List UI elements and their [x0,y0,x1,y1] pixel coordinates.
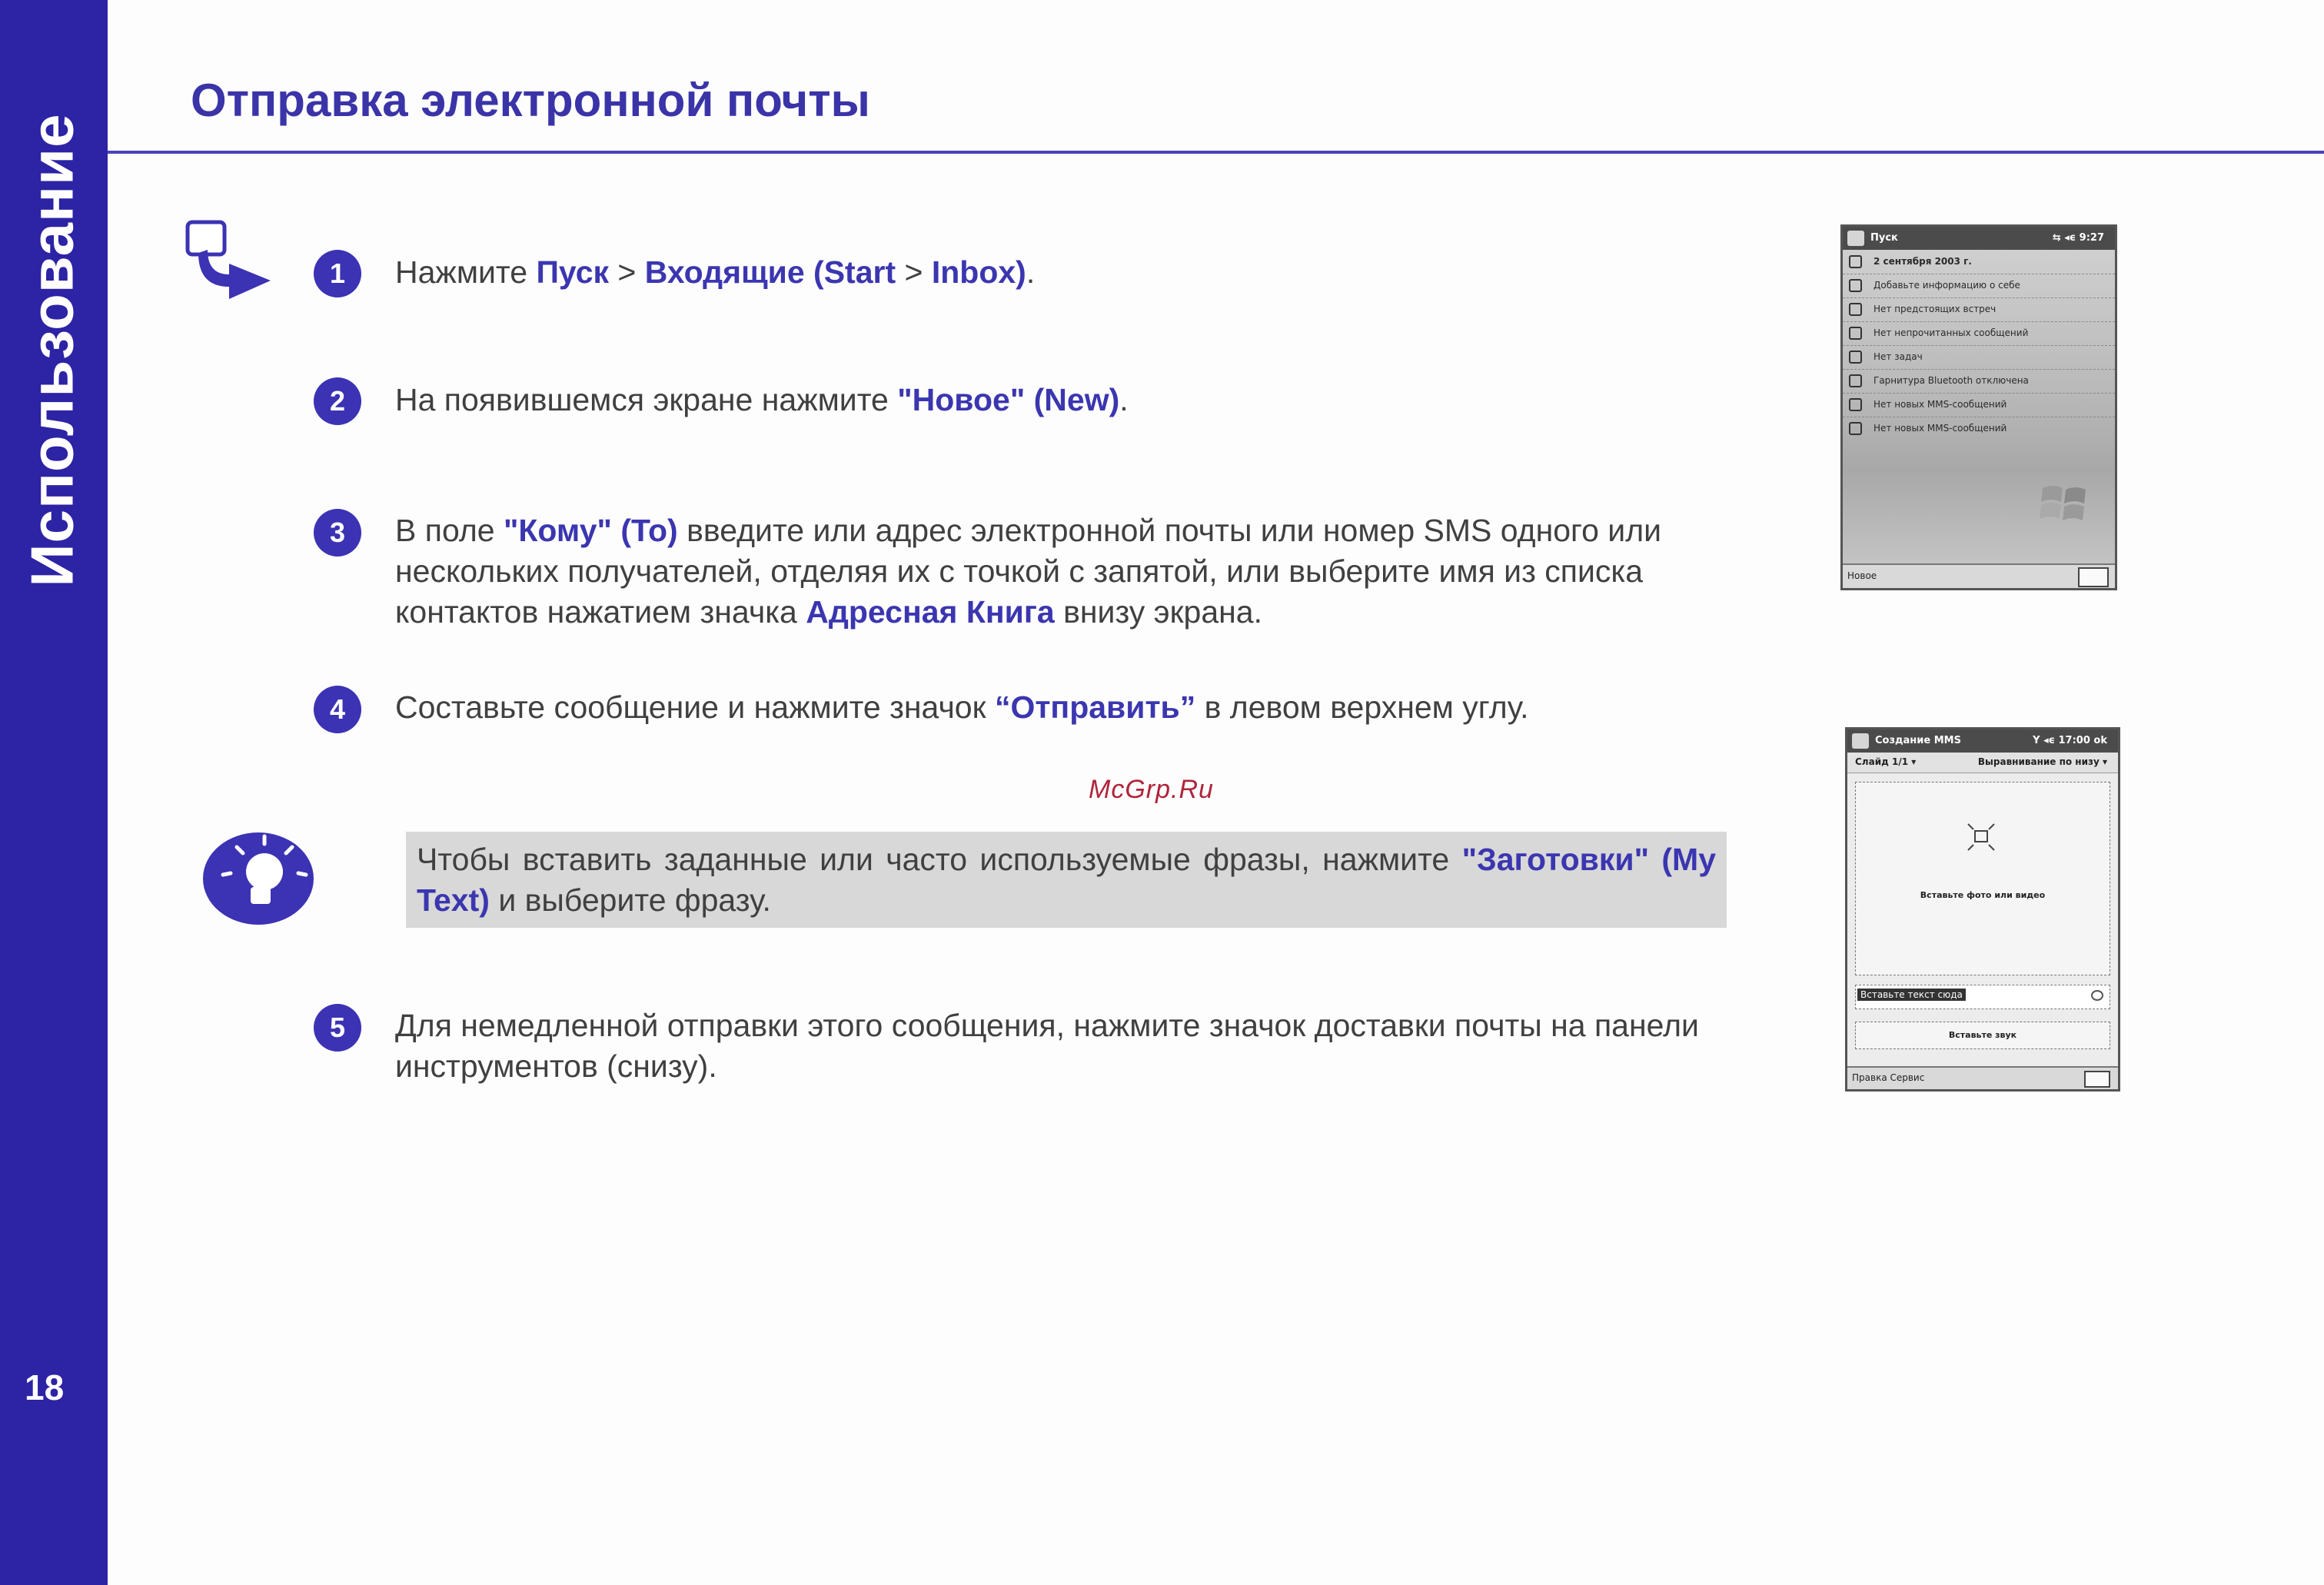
screen1-body [1843,250,2115,565]
highlighted-term: "Кому" (To) [503,513,678,548]
screen1-row: Добавьте информацию о себе [1843,274,2115,298]
step-3-text [395,510,1717,633]
stylus-tap-icon [185,219,277,304]
text-run: В поле [395,513,504,548]
text-placeholder: Вставьте текст сюда [1857,989,1966,1001]
windows-logo-icon [1852,733,1869,749]
screen2-menu[interactable]: Правка Сервис [1852,1072,1925,1083]
page-title: Отправка электронной почты [191,75,870,126]
windows-logo-icon [1847,231,1864,246]
title-divider [108,151,2324,154]
highlighted-term: “Отправить” [994,689,1196,725]
step-3-number: 3 [314,509,361,557]
highlighted-term: Входящие (Start [644,254,896,290]
highlighted-term: Inbox) [931,254,1026,290]
text-run: в левом верхнем углу. [1195,689,1529,725]
screen1-row: Нет предстоящих встреч [1843,297,2115,322]
screen1-title: Пуск [1870,232,1898,244]
text-run: и выберите фразу. [489,882,771,918]
step-4-number: 4 [314,686,361,733]
owner-icon [1849,279,1862,292]
lightbulb-tip-icon [200,830,317,926]
sidebar [0,0,108,1585]
screen1-title-bar [1843,227,2115,250]
page-number: 18 [25,1367,65,1407]
text-run: . [1119,382,1129,417]
screen1-row: Нет новых MMS-сообщений [1843,417,2115,440]
device-screenshot-mms [1845,727,2120,1092]
screen1-row: Нет задач [1843,345,2115,370]
text-run: На появившемся экране нажмите [395,382,898,417]
screen2-toolbar [1847,753,2118,773]
photo-drop-area[interactable] [1855,782,2110,975]
text-run: введите или адрес электронной почты или номер SMS одного или нескольких получателей, отделяя их с точкой с запятой, или выберите имя из списка контактов нажатием значка [395,513,1662,630]
insert-picture-icon [1965,821,1997,853]
screen2-title-bar [1847,729,2118,753]
screen1-softkey-new[interactable]: Новое [1847,570,1877,581]
step-4-text [395,687,1717,728]
screen1-row: Нет непрочитанных сообщений [1843,321,2115,346]
step-2-number: 2 [314,377,361,425]
sound-area[interactable]: Вставьте звук [1855,1022,2110,1049]
text-run: Чтобы вставить заданные или часто используемые фразы, нажмите [417,842,1462,877]
slide-selector[interactable]: Слайд 1/1 ▾ [1855,756,1917,767]
text-run: . [1026,254,1036,290]
tip-text [417,839,1716,921]
screen1-row: 2 сентября 2003 г. [1843,250,2115,274]
step-1-text [395,252,1717,293]
highlighted-term: "Новое" (New) [897,382,1120,417]
text-run: > [609,254,645,290]
tip-box [406,832,1727,928]
clock-icon [1849,255,1862,268]
text-run: > [896,254,932,290]
calendar-icon [1849,303,1862,316]
emoticon-icon[interactable] [2091,990,2103,1001]
step-5-number: 5 [314,1004,361,1052]
keyboard-icon[interactable] [2078,567,2109,587]
screen1-row: Гарнитура Bluetooth отключена [1843,369,2115,394]
text-run: внизу экрана. [1054,594,1262,630]
watermark: McGrp.Ru [1089,775,1214,804]
text-run: Нажмите [395,254,537,290]
text-input-area[interactable] [1855,985,2110,1009]
screen1-menu-bar [1843,563,2115,588]
screen2-title: Создание MMS [1875,735,1961,746]
screen1-status: ⇆ ◂ϵ 9:27 [2052,232,2104,244]
text-run: Для немедленной отправки этого сообщения, нажмите значок доставки почты на панели инструментов (снизу). [395,1008,1699,1084]
screen2-status: Y ◂ϵ 17:00 ok [2033,735,2107,746]
step-5-text [395,1005,1717,1087]
windows-flag-icon [2040,480,2089,525]
inbox-icon [1849,327,1862,340]
highlighted-term: Адресная Книга [806,594,1055,630]
step-2-text [395,380,1717,420]
mms-icon [1849,398,1862,411]
tasks-icon [1849,351,1862,364]
highlighted-term: Пуск [536,254,610,290]
highlighted-term: "Заготовки" (My Text) [417,842,1716,918]
keyboard-icon[interactable] [2084,1071,2110,1088]
align-selector[interactable]: Выравнивание по низу ▾ [1977,756,2107,767]
bluetooth-icon [1849,374,1862,387]
screen2-menu-bar [1847,1066,2118,1089]
mms-icon [1849,422,1862,435]
section-title-wrap [14,73,91,626]
step-1-number: 1 [314,250,361,297]
photo-label: Вставьте фото или видео [1920,890,2046,900]
screen1-row: Нет новых MMS-сообщений [1843,393,2115,417]
text-run: Составьте сообщение и нажмите значок [395,689,995,725]
device-screenshot-today [1840,224,2117,590]
section-title: Использование [18,113,86,586]
